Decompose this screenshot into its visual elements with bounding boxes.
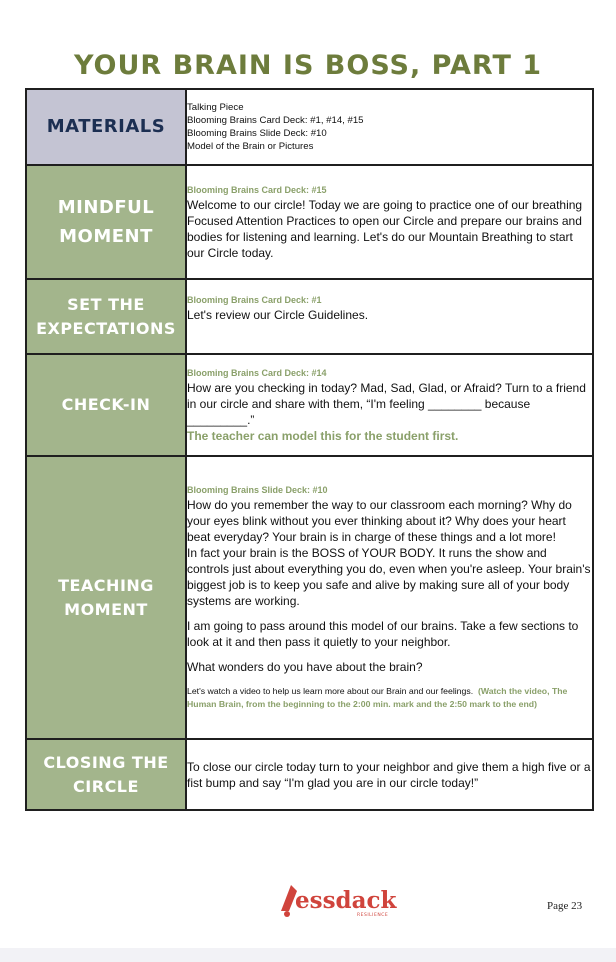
label-teaching-moment xyxy=(26,456,186,739)
closing-content: To close our circle today turn to your neighbor and give them a high five or a fist bump and say “I'm glad you are in our circle today!” xyxy=(186,739,593,810)
source-reference: Blooming Brains Card Deck: #15 xyxy=(187,184,327,195)
video-instruction xyxy=(187,685,592,711)
label-closing-circle xyxy=(26,739,186,810)
label-mindful-moment xyxy=(26,165,186,279)
teaching-content xyxy=(186,456,593,739)
script-text: Welcome to our circle! Today we are going to practice one of our breathing Focused Attention Practices to open our Circle and prepare our brains and bodies for listening and learning. Let's do our Mountain Breathing to start our Circle today. xyxy=(187,197,583,260)
source-reference: Blooming Brains Card Deck: #1 xyxy=(187,295,322,305)
row-mindful-moment xyxy=(26,165,593,279)
label-line: CLOSING THE xyxy=(43,752,169,772)
essdack-logo xyxy=(279,881,395,921)
script-paragraph: How do you remember the way to our classroom each morning? Why do your eyes blink without you ever thinking about it? Why does your heart beat everyday? Your brain is in charge of these things and a lot more! xyxy=(187,498,572,544)
logo-dot xyxy=(284,911,290,917)
label-check-in: CHECK-IN xyxy=(26,354,186,456)
row-teaching-moment xyxy=(26,456,593,739)
logo-wordmark: essdack xyxy=(295,887,397,914)
page-title: YOUR BRAIN IS BOSS, PART 1 xyxy=(73,50,543,81)
source-reference: Blooming Brains Slide Deck: #10 xyxy=(187,485,328,495)
label-line: CIRCLE xyxy=(73,776,139,796)
mindful-content xyxy=(186,165,593,279)
row-materials xyxy=(26,89,593,165)
script-text: How are you checking in today? Mad, Sad, Glad, or Afraid? Turn to a friend in our circle and share with them, “I'm feeling ________ because _________.” xyxy=(187,380,586,427)
teacher-note: The teacher can model this for the student first. xyxy=(187,428,459,443)
label-line: MINDFUL xyxy=(57,197,155,218)
materials-list xyxy=(186,89,593,165)
page-bottom-edge xyxy=(0,948,616,962)
materials-item: Model of the Brain or Pictures xyxy=(187,141,314,152)
row-check-in xyxy=(26,354,593,456)
materials-item: Talking Piece xyxy=(187,102,244,113)
expectations-content xyxy=(186,279,593,354)
script-text: Let's review our Circle Guidelines. xyxy=(187,308,369,322)
label-line: EXPECTATIONS xyxy=(36,318,176,338)
script-paragraph: In fact your brain is the BOSS of YOUR BODY. It runs the show and controls just about everything you do, even when you're asleep. Your brain's biggest job is to keep you safe and alive by making sure all of your body systems are working. xyxy=(187,546,591,608)
script-paragraph: What wonders do you have about the brain? xyxy=(187,660,423,674)
lesson-plan-table xyxy=(25,88,594,811)
label-set-expectations xyxy=(26,279,186,354)
logo-subtext: RESILIENCE xyxy=(357,913,389,918)
materials-item: Blooming Brains Card Deck: #1, #14, #15 xyxy=(187,115,364,126)
label-materials: MATERIALS xyxy=(26,89,186,165)
label-line: TEACHING xyxy=(58,575,154,595)
label-line: SET THE xyxy=(67,294,145,314)
materials-item: Blooming Brains Slide Deck: #10 xyxy=(187,128,327,139)
checkin-content xyxy=(186,354,593,456)
source-reference: Blooming Brains Card Deck: #14 xyxy=(187,367,327,378)
label-line: MOMENT xyxy=(59,226,153,247)
script-paragraph: I am going to pass around this model of our brains. Take a few sections to look at it and then pass it quietly to your neighbor. xyxy=(187,619,579,649)
row-closing-circle xyxy=(26,739,593,810)
video-text: Let's watch a video to help us learn more about our Brain and our feelings. xyxy=(187,686,474,696)
page-number: Page 23 xyxy=(547,900,583,912)
label-line: MOMENT xyxy=(64,599,148,619)
video-note: (Watch the video, The Human Brain, from the beginning to the 2:00 min. mark and the 2:50 mark to the end) xyxy=(187,686,568,709)
row-set-expectations xyxy=(26,279,593,354)
